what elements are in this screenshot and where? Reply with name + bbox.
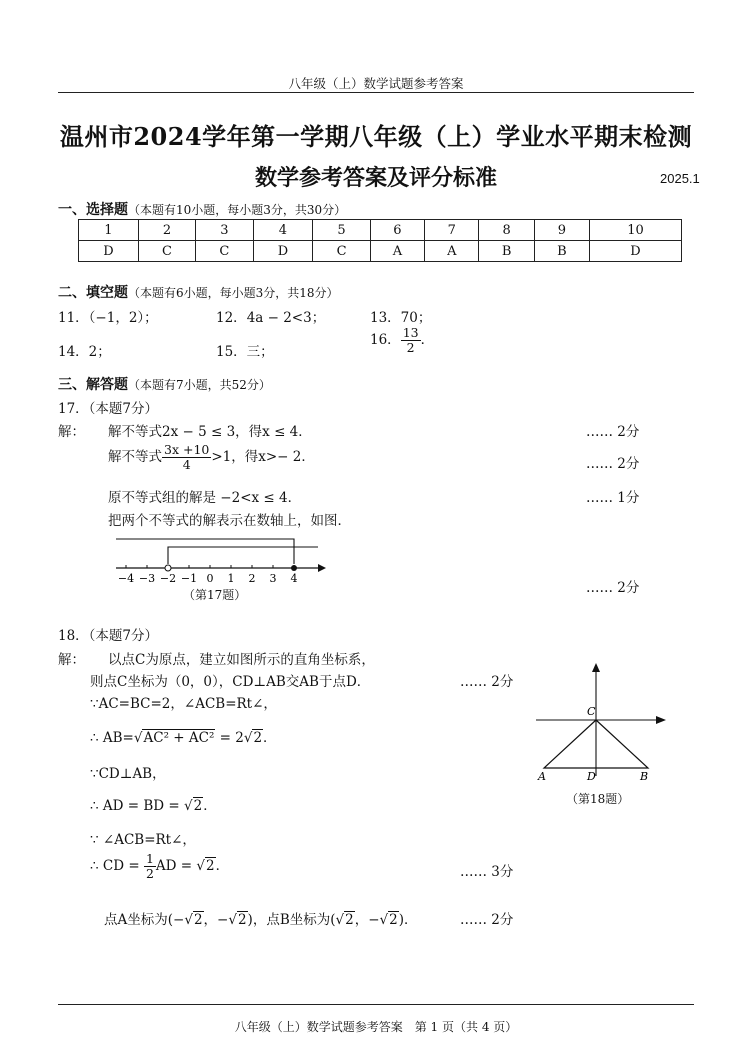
label-b: B bbox=[640, 770, 649, 783]
sqrt-icon: √ bbox=[184, 912, 193, 928]
tick-label: −3 bbox=[138, 572, 156, 585]
closed-point-4 bbox=[291, 565, 297, 571]
q18-line4-e: ． bbox=[263, 730, 277, 746]
number-line-arrow-icon bbox=[318, 564, 326, 572]
q18-line6 bbox=[90, 794, 217, 814]
tick-label: 3 bbox=[269, 572, 277, 585]
q17-heading: 17．（本题7分） bbox=[58, 401, 159, 417]
answer-q12 bbox=[216, 306, 325, 326]
sqrt-icon: √ bbox=[228, 912, 237, 928]
q18-denominator: 2 bbox=[145, 866, 154, 881]
q17-number-line bbox=[112, 530, 327, 590]
q17-fraction bbox=[162, 443, 211, 472]
q18-line2: 则点C坐标为（0，0），CD⊥AB交AB于点D． bbox=[90, 674, 371, 690]
q17-figure-caption: （第17题） bbox=[183, 588, 247, 602]
q12-number: 12． bbox=[216, 310, 247, 326]
tick-label: 2 bbox=[248, 572, 256, 585]
q18-line6-a: ∴ AD = BD = bbox=[90, 798, 184, 814]
doc-date: 2025.1 bbox=[660, 171, 700, 186]
q17-line2 bbox=[108, 443, 315, 472]
answer-q13: 13．70； bbox=[370, 310, 432, 326]
page-footer: 八年级（上）数学试题参考答案 第 1 页（共 4 页） bbox=[234, 1020, 518, 1034]
label-c: C bbox=[587, 705, 596, 718]
doc-title: 温州市2024学年第一学期八年级（上）学业水平期末检测 bbox=[59, 122, 693, 151]
table-cell: C bbox=[196, 241, 253, 262]
q18-line9-e: )，点B坐标为( bbox=[247, 912, 336, 928]
q17-line2-b: >1，得x>− 2． bbox=[211, 449, 315, 465]
section-1-note: （本题有10小题，每小题3分，共30分） bbox=[128, 203, 347, 217]
open-point-neg2 bbox=[165, 565, 171, 571]
table-cell: 4 bbox=[253, 220, 313, 241]
q18-score-9: …… 2分 bbox=[460, 912, 514, 928]
table-cell: B bbox=[534, 241, 589, 262]
solution-bracket-le-4 bbox=[116, 539, 294, 564]
doc-subtitle: 数学参考答案及评分标准 bbox=[254, 165, 497, 191]
section-3-note: （本题有7小题，共52分） bbox=[128, 378, 271, 392]
q17-score-4: …… 2分 bbox=[586, 580, 640, 596]
q16-end: ． bbox=[420, 332, 435, 348]
page-header: 八年级（上）数学试题参考答案 bbox=[288, 76, 464, 91]
table-cell: 2 bbox=[138, 220, 195, 241]
q16-numerator: 13 bbox=[402, 325, 419, 340]
table-cell: 10 bbox=[590, 220, 682, 241]
answer-table-answers bbox=[79, 241, 682, 262]
q18-line8 bbox=[90, 852, 229, 881]
section-1-heading bbox=[58, 199, 346, 219]
section-3-title: 三、解答题 bbox=[58, 377, 128, 393]
q17-line1: 解不等式2x − 5 ≤ 3，得x ≤ 4． bbox=[108, 424, 312, 440]
table-cell: B bbox=[479, 241, 534, 262]
footer-rule bbox=[58, 1004, 694, 1005]
sqrt-icon: √ bbox=[335, 912, 345, 928]
q17-line2-a: 解不等式 bbox=[108, 449, 162, 465]
sqrt-icon: √ bbox=[379, 912, 389, 928]
q18-heading: 18．（本题7分） bbox=[58, 628, 159, 644]
answer-table-numbers bbox=[79, 220, 682, 241]
q17-score-3: …… 1分 bbox=[586, 490, 640, 506]
q17-denominator: 4 bbox=[182, 457, 191, 472]
solution-bracket-gt-neg2 bbox=[168, 547, 318, 564]
x-axis-arrow-icon bbox=[656, 716, 666, 724]
tick-label: −2 bbox=[159, 572, 177, 585]
table-cell: D bbox=[253, 241, 313, 262]
q18-score-2: …… 2分 bbox=[460, 674, 514, 690]
section-2-note: （本题有6小题，每小题3分，共18分） bbox=[128, 286, 339, 300]
answer-q15: 15．三； bbox=[216, 344, 274, 360]
q17-score-1: …… 2分 bbox=[586, 424, 640, 440]
sqrt-icon: √ bbox=[243, 730, 253, 746]
table-cell: 3 bbox=[196, 220, 253, 241]
table-cell: D bbox=[79, 241, 139, 262]
label-d: D bbox=[587, 770, 596, 783]
q17-score-2: …… 2分 bbox=[586, 456, 640, 472]
section-1-title: 一、选择题 bbox=[58, 202, 128, 218]
table-cell: 9 bbox=[534, 220, 589, 241]
table-cell: D bbox=[590, 241, 682, 262]
table-cell: C bbox=[138, 241, 195, 262]
tick-label: 4 bbox=[290, 572, 298, 585]
q18-line4-radicand: AC² + AC² bbox=[143, 730, 215, 746]
answer-q14: 14．2； bbox=[58, 344, 111, 360]
table-cell: 1 bbox=[79, 220, 139, 241]
q17-line4: 把两个不等式的解表示在数轴上，如图． bbox=[108, 513, 351, 529]
q18-line9-r4: 2 bbox=[389, 912, 398, 928]
table-cell: 6 bbox=[370, 220, 424, 241]
q17-jie: 解： bbox=[58, 424, 85, 440]
q18-line8-radicand: 2 bbox=[205, 858, 215, 874]
q16-fraction bbox=[401, 326, 421, 355]
label-a: A bbox=[538, 770, 546, 783]
q18-line5: ∵CD⊥AB， bbox=[90, 766, 166, 782]
sqrt-icon: √ bbox=[196, 858, 205, 874]
sqrt-icon: √ bbox=[133, 730, 143, 746]
q18-fraction bbox=[144, 852, 156, 881]
q18-line4 bbox=[90, 726, 277, 746]
q18-line9-g: ，− bbox=[354, 912, 380, 928]
q18-line9-r1: 2 bbox=[193, 912, 203, 928]
q18-line4-c: = 2 bbox=[215, 730, 244, 746]
tick-label: −4 bbox=[117, 572, 135, 585]
q18-line9 bbox=[104, 908, 418, 928]
q18-line4-radicand2: 2 bbox=[253, 730, 263, 746]
table-cell: A bbox=[370, 241, 424, 262]
table-cell: A bbox=[425, 241, 479, 262]
y-axis-arrow-icon bbox=[592, 663, 600, 672]
q18-line8-b: AD = bbox=[155, 858, 197, 874]
q18-line3: ∵AC=BC=2，∠ACB=Rt∠， bbox=[90, 696, 277, 712]
q18-line7: ∵ ∠ACB=Rt∠， bbox=[90, 832, 196, 848]
q18-line9-r3: 2 bbox=[345, 912, 354, 928]
answer-table bbox=[78, 219, 682, 262]
tick-label: 0 bbox=[206, 572, 214, 585]
section-2-heading bbox=[58, 282, 339, 302]
q17-numerator: 3x +10 bbox=[164, 442, 210, 457]
sqrt-icon: √ bbox=[184, 798, 193, 814]
q18-jie: 解： bbox=[58, 652, 85, 668]
q18-line6-radicand: 2 bbox=[193, 798, 203, 814]
tick-label: 1 bbox=[227, 572, 235, 585]
q18-line4-a: ∴ AB= bbox=[90, 730, 134, 746]
q18-line9-i: )． bbox=[398, 912, 418, 928]
q18-line9-a: 点A坐标为(− bbox=[104, 912, 185, 928]
q18-line9-c: ，− bbox=[203, 912, 229, 928]
q12-expr: 4a − 2<3； bbox=[246, 310, 326, 326]
header-rule bbox=[58, 92, 694, 93]
q18-numerator: 1 bbox=[145, 851, 154, 866]
q17-line3: 原不等式组的解是 −2<x ≤ 4． bbox=[108, 490, 302, 506]
q18-figure bbox=[530, 660, 670, 790]
section-2-title: 二、填空题 bbox=[58, 285, 128, 301]
table-cell: 5 bbox=[313, 220, 370, 241]
q16-number: 16． bbox=[370, 332, 401, 348]
q18-score-8: …… 3分 bbox=[460, 864, 514, 880]
q18-line8-d: ． bbox=[215, 858, 230, 874]
q18-line9-r2: 2 bbox=[237, 912, 247, 928]
tick-label: −1 bbox=[180, 572, 198, 585]
table-cell: C bbox=[313, 241, 370, 262]
answer-q11: 11．（−1，2）； bbox=[58, 310, 158, 326]
q18-line8-a: ∴ CD = bbox=[90, 858, 144, 874]
table-cell: 7 bbox=[425, 220, 479, 241]
q16-denominator: 2 bbox=[406, 340, 415, 355]
q18-line6-c: ． bbox=[203, 798, 217, 814]
answer-q16 bbox=[370, 326, 434, 355]
section-3-heading bbox=[58, 374, 271, 394]
table-cell: 8 bbox=[479, 220, 534, 241]
q18-line1: 以点C为原点，建立如图所示的直角坐标系， bbox=[108, 652, 375, 668]
q18-figure-caption: （第18题） bbox=[566, 792, 630, 806]
